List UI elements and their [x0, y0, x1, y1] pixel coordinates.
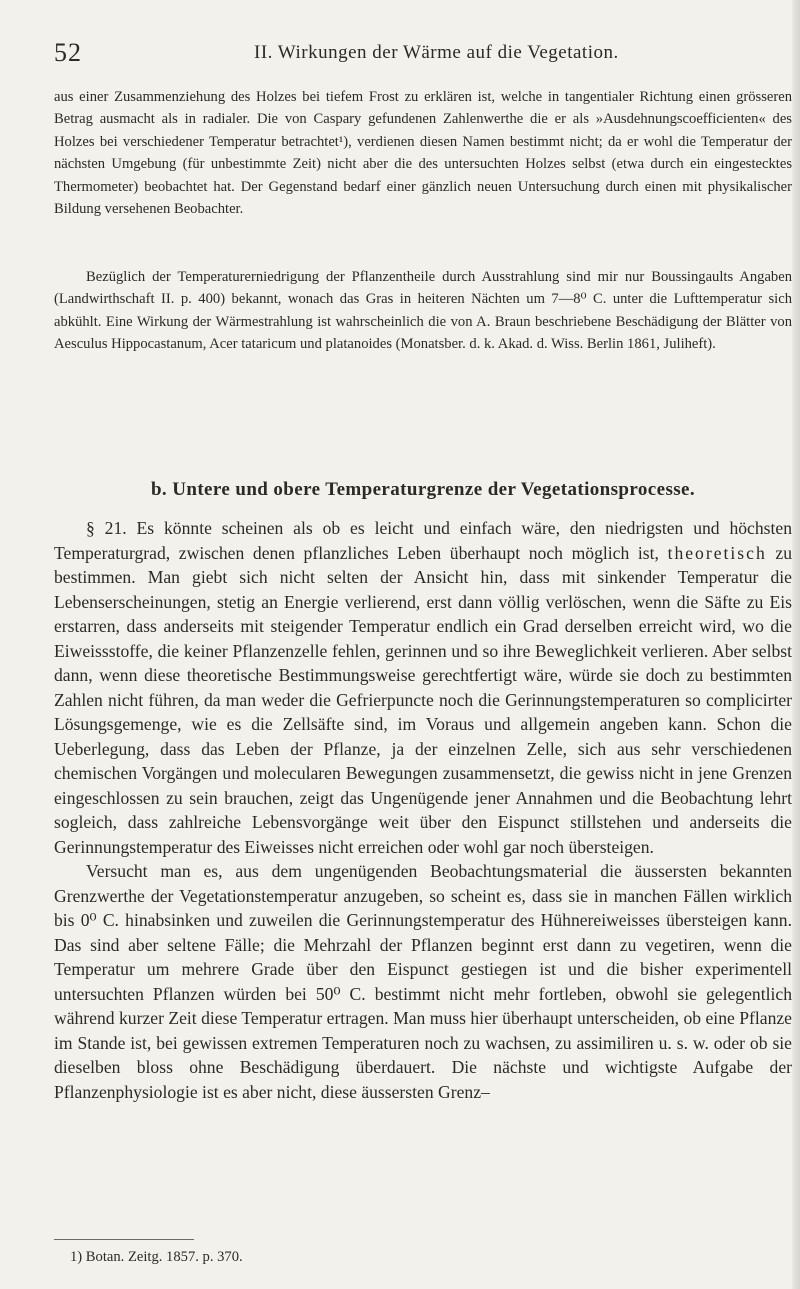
- running-head: II. Wirkungen der Wärme auf die Vegetation.: [254, 42, 619, 63]
- paragraph-1-text-a: Es könnte scheinen als ob es leicht und einfach wäre, den niedrigsten und höchsten Temperaturgrad, zwischen denen pflanzliches Leben überhaupt noch möglich ist,: [54, 518, 792, 563]
- page-edge-shadow: [792, 0, 800, 1289]
- top-paragraph-block: [54, 86, 792, 220]
- footnote-rule: [54, 1239, 194, 1240]
- page-number: 52: [54, 38, 82, 67]
- page-header: [54, 38, 740, 68]
- paragraph-1-text-b: zu bestimmen. Man giebt sich nicht selten der Ansicht hin, dass mit sinkender Temperatur die Lebenserscheinungen, stetig an Energie verlierend, erst dann völlig verlöschen, wenn die Säfte zu Eis erstarren, dass anderseits mit steigender Temperatur endlich ein Grad derselben erreicht wird, wo die Eiweissstoffe, die keiner Pflanzenzelle fehlen, gerinnen und so ihre Beweglichkeit verlieren. Aber selbst dann, wenn diese theoretische Bestimmungsweise gerechtfertigt wäre, würde sie doch zu bestimmten Zahlen nicht führen, da man weder die Gefrierpuncte noch die Gerinnungstemperaturen so complicirter Lösungsgemenge, wie es die Zellsäfte sind, im Voraus und allgemein angeben kann. Schon die Ueberlegung, dass das Leben der Pflanze, ja der einzelnen Zelle, sich aus sehr verschiedenen chemischen Vorgängen und molecularen Bewegungen zusammensetzt, die gewiss nicht in jene Grenzen eingeschlossen zu sein brauchen, zeigt das Ungenügende jener Annahmen und die Beobachtung lehrt sogleich, dass zahlreiche Lebensvorgänge weit über den Eispunct stillstehen und anderseits die Gerinnungstemperatur des Eiweisses nicht erreichen oder wohl gar noch übersteigen.: [54, 542, 792, 857]
- footnote: 1) Botan. Zeitg. 1857. p. 370.: [70, 1249, 243, 1265]
- section-mark: § 21.: [86, 518, 127, 538]
- top-paragraph: aus einer Zusammenziehung des Holzes bei tiefem Frost zu erklären ist, welche in tangentialer Richtung einen grösseren Betrag ausmacht als in radialer. Die von Caspary gefundenen Zahlenwerthe die er als »Ausdehnungscoefficienten« des Holzes bei verschiedener Temperatur betrachtet¹), verdienen diesen Namen bestimmt nicht; da er wohl die Temperatur der nächsten Umgebung (für unbestimmte Zeit) nicht aber die des untersuchten Holzes selbst (etwa durch ein eingestecktes Thermometer) beobachtet hat. Der Gegenstand bedarf einer gänzlich neuen Untersuchung durch einen mit physikalischer Bildung versehenen Beobachter.: [54, 89, 792, 218]
- section-paragraph-2: Versucht man es, aus dem ungenügenden Beobachtungsmaterial die äussersten bekannten Grenzwerthe der Vegetationstemperatur anzugeben, so scheint es, dass sie in manchen Fällen wirklich bis 0⁰ C. hinabsinken und zuweilen die Gerinnungstemperatur des Hühnereiweisses übersteigen kann. Das sind aber seltene Fälle; die Mehrzahl der Pflanzen beginnt erst dann zu vegetiren, wenn die Temperatur um mehrere Grade über den Eispunct gestiegen ist und die bisher experimentell untersuchten Pflanzen würden bei 50⁰ C. bestimmt nicht mehr fortleben, obwohl sie gelegentlich während kurzer Zeit diese Temperatur ertragen. Man muss hier überhaupt unterscheiden, ob eine Pflanze im Stande ist, bei gewissen extremen Temperaturen noch zu wachsen, zu assimiliren u. s. w. oder ob sie dieselben bloss ohne Beschädigung überdauert. Die nächste und wichtigste Aufgabe der Pflanzenphysiologie ist es aber nicht, diese äussersten Grenz–: [54, 861, 792, 1102]
- spaced-emphasis: theoretisch: [667, 542, 767, 563]
- section-heading: b. Untere und obere Temperaturgrenze der Vegetationsprocesse.: [150, 479, 696, 500]
- second-paragraph: Bezüglich der Temperaturerniedrigung der Pflanzentheile durch Ausstrahlung sind mir nur Boussingaults Angaben (Landwirthschaft II. p. 400) bekannt, wonach das Gras in heiteren Nächten um 7—8⁰ C. unter die Lufttemperatur sich abkühlt. Eine Wirkung der Wärmestrahlung ist wahrscheinlich die von A. Braun beschriebene Beschädigung der Blätter von Aesculus Hippocastanum, Acer tataricum und platanoides (Monatsber. d. k. Akad. d. Wiss. Berlin 1861, Juliheft).: [54, 269, 792, 353]
- section-body: [54, 516, 792, 1104]
- section-paragraph-1: [54, 516, 792, 859]
- second-paragraph-block: [54, 266, 792, 356]
